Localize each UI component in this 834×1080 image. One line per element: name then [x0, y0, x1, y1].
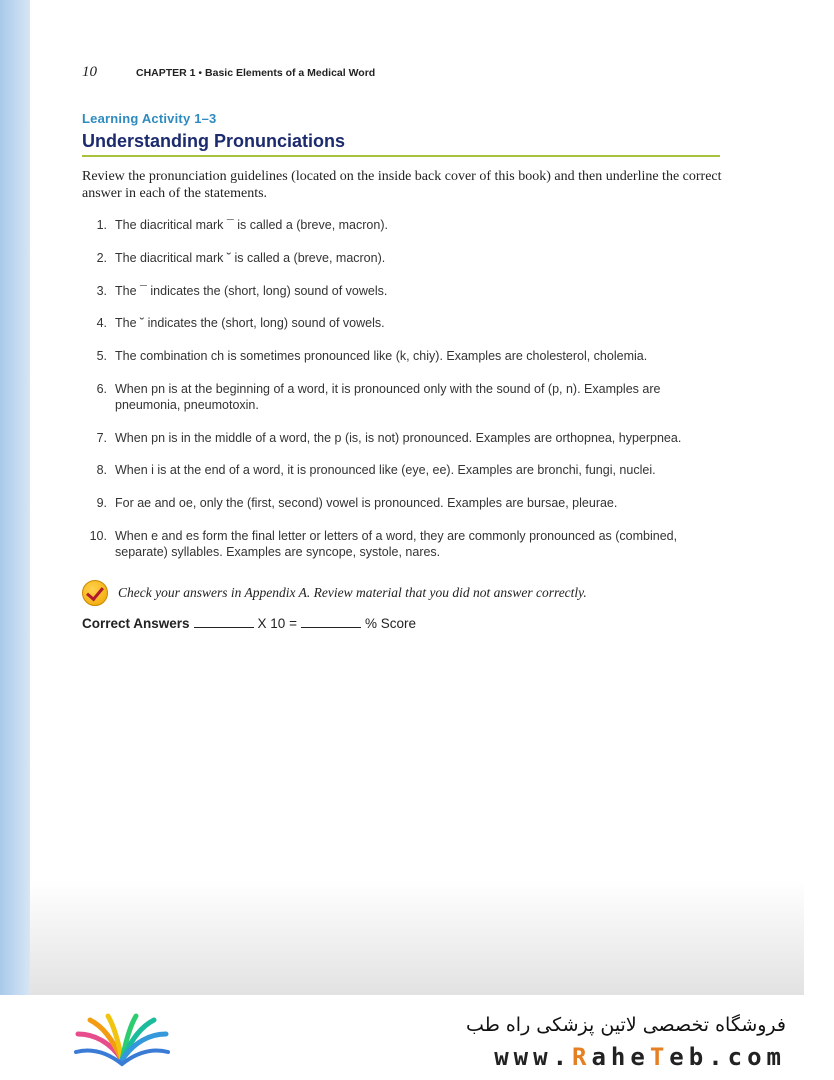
book-logo-icon [72, 1012, 172, 1070]
question-item [82, 462, 722, 478]
question-text: When pn is at the beginning of a word, it is pronounced only with the sound of (p, n). Examples are pneumonia, pneumotoxin. [115, 382, 661, 412]
question-number: 10. [89, 529, 107, 543]
question-item [82, 528, 722, 560]
question-number: 1. [96, 218, 107, 232]
question-item [82, 315, 722, 331]
url-prefix: www. [494, 1043, 573, 1071]
question-item [82, 381, 722, 413]
website-url[interactable] [494, 1043, 786, 1071]
chapter-title: Basic Elements of a Medical Word [205, 67, 376, 79]
url-part-ahe: ahe [591, 1043, 650, 1071]
check-answers-text: Check your answers in Appendix A. Review material that you did not answer correctly. [118, 585, 587, 600]
question-number: 5. [96, 349, 107, 363]
chapter-heading [136, 67, 375, 79]
question-text: The diacritical mark ¯ is called a (breve, macron). [115, 218, 388, 232]
question-item [82, 495, 722, 511]
question-item [82, 430, 722, 446]
question-item [82, 250, 722, 266]
question-number: 9. [96, 496, 107, 510]
question-number: 7. [96, 431, 107, 445]
question-number: 8. [96, 463, 107, 477]
question-item [82, 217, 722, 233]
url-part-eb: eb.com [669, 1043, 786, 1071]
question-item [82, 348, 722, 364]
question-text: When pn is in the middle of a word, the p (is, is not) pronounced. Examples are orthopnea, hyperpnea. [115, 431, 682, 445]
activity-title: Understanding Pronunciations [82, 131, 346, 151]
page-bottom-fade [30, 880, 804, 995]
intro-paragraph: Review the pronunciation guidelines (located on the inside back cover of this book) and then underline the correct answer in each of the statements. [82, 169, 722, 201]
score-line [82, 615, 416, 631]
question-number: 2. [96, 251, 107, 265]
url-letter-r: R [572, 1043, 592, 1071]
checkmark-icon [82, 580, 108, 606]
chapter-label: CHAPTER 1 [136, 67, 196, 79]
score-label: Correct Answers [82, 616, 190, 631]
url-letter-t: T [649, 1043, 670, 1071]
question-text: The ˘ indicates the (short, long) sound of vowels. [115, 316, 385, 330]
score-blank [301, 615, 361, 628]
check-answers-note [82, 580, 587, 606]
title-rule [82, 155, 720, 157]
question-number: 4. [96, 316, 107, 330]
question-number: 6. [96, 382, 107, 396]
question-text: When e and es form the final letter or letters of a word, they are commonly pronounced as (combined, separate) syllables. Examples are syncope, systole, nares. [115, 529, 678, 559]
question-text: The ¯ indicates the (short, long) sound of vowels. [115, 284, 388, 298]
right-margin [804, 0, 834, 995]
activity-label: Learning Activity 1–3 [82, 111, 217, 126]
correct-answers-blank [194, 615, 254, 628]
question-item [82, 283, 722, 299]
question-text: When i is at the end of a word, it is pronounced like (eye, ee). Examples are bronchi, fungi, nuclei. [115, 463, 656, 477]
score-multiplier: X 10 = [257, 616, 297, 631]
store-name: فروشگاه تخصصی لاتین پزشکی راه طب [466, 1014, 786, 1036]
page-number: 10 [82, 64, 97, 80]
running-header [82, 64, 375, 81]
question-number: 3. [96, 284, 107, 298]
question-text: The diacritical mark ˘ is called a (breve, macron). [115, 251, 386, 265]
chapter-separator: • [195, 67, 206, 79]
question-text: The combination ch is sometimes pronounced like (k, chiy). Examples are cholesterol, cholemia. [115, 349, 648, 363]
score-suffix: % Score [364, 616, 416, 631]
left-edge-strip [0, 0, 30, 995]
question-text: For ae and oe, only the (first, second) vowel is pronounced. Examples are bursae, pleurae. [115, 496, 618, 510]
